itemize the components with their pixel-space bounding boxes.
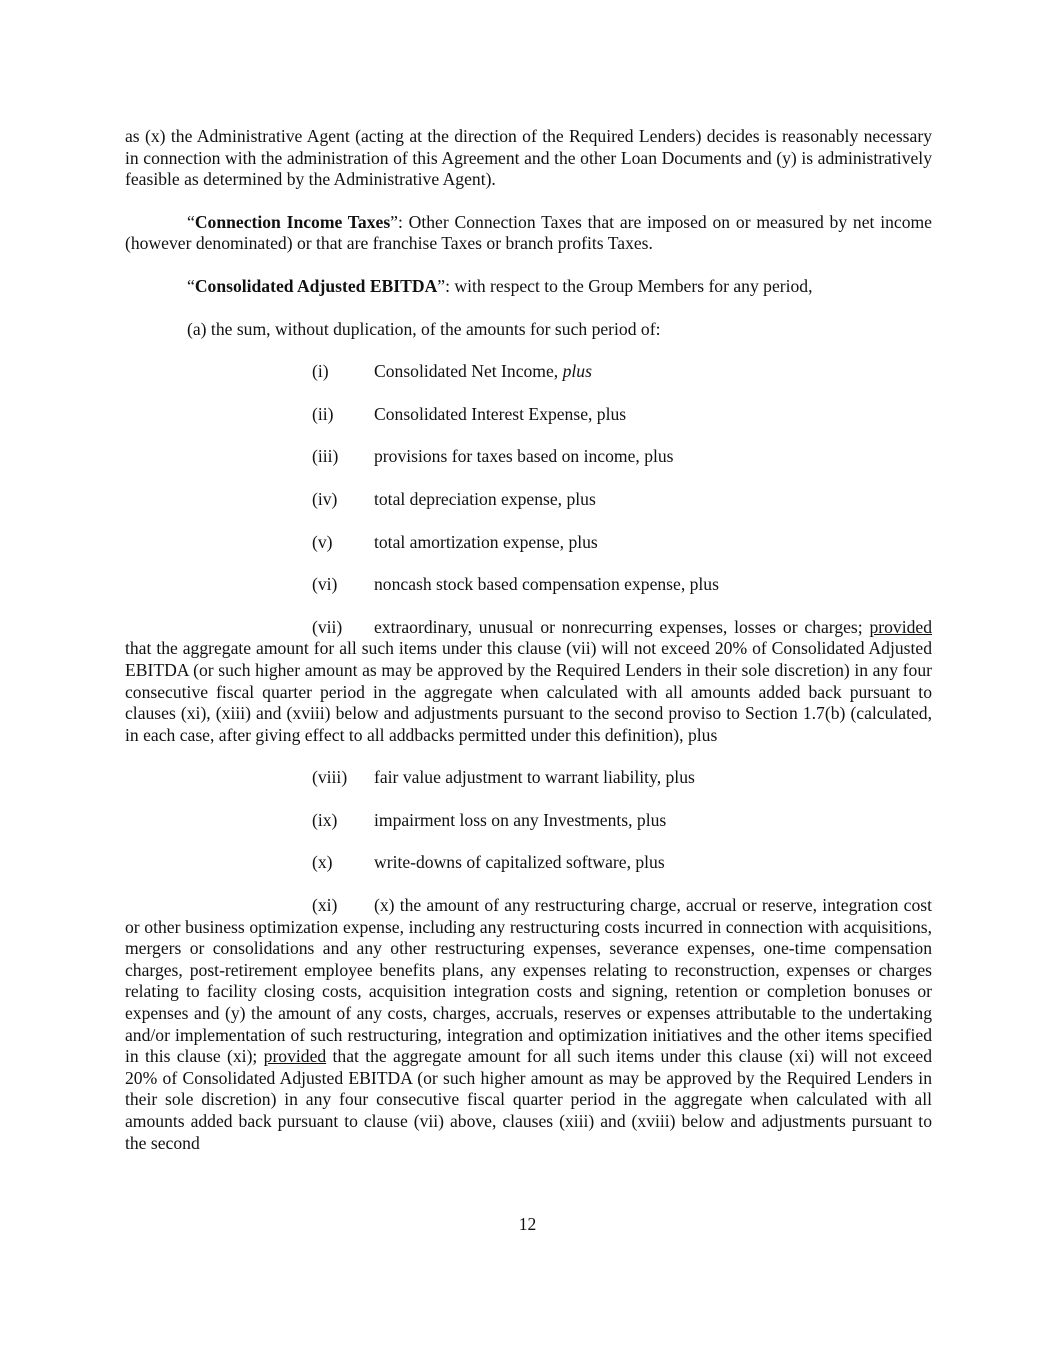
emphasis: plus (562, 361, 592, 382)
list-item (125, 574, 932, 596)
subclause-a: (a) the sum, without duplication, of the amounts for such period of: (187, 318, 661, 339)
clause-text: Consolidated Interest Expense, plus (374, 403, 627, 424)
clause-text: impairment loss on any Investments, plus (374, 809, 667, 830)
clause-vii: (vii) extraordinary, unusual or nonrecurring expenses, losses or charges; provided that the aggregate amount for all such items under this clause (vii) will not exceed 20% of Consolidated Adjusted EBITDA (or such higher amount as may be approved by the Required Lenders in their sole discretion) in any four consecutive fiscal quarter period in the aggregate when calculated with all amounts added back pursuant to clauses (xi), (xiii) and (xviii) below and adjustments pursuant to the second proviso to Section 1.7(b) (calculated, in each case, after giving effect to all addbacks permitted under this definition), plus (125, 616, 932, 745)
definition-consolidated-adjusted-ebitda (125, 276, 932, 298)
clause-number: (vi) (312, 574, 338, 595)
clause-number: (vii) (312, 616, 343, 637)
clause-text: fair value adjustment to warrant liability, plus (374, 767, 695, 788)
list-item (125, 810, 932, 832)
clause-number: (i) (312, 361, 329, 382)
clause-text: noncash stock based compensation expense, plus (374, 574, 719, 595)
defined-term: Connection Income Taxes (194, 211, 391, 232)
clause-text: total amortization expense, plus (374, 531, 598, 552)
clause-xi: (xi) (x) the amount of any restructuring charge, accrual or reserve, integration cost or other business optimization expense, including any restructuring costs incurred in connection with acquisitions, mergers or consolidations and any other restructuring expenses, severance expenses, one-time compensation charges, post-retirement employee benefits plans, any expenses relating to reconstruction, expenses or charges relating to facility closing costs, acquisition integration costs and signing, retention or completion bonuses or expenses and (y) the amount of any costs, charges, accruals, reserves or expenses attributable to the undertaking and/or implementation of such restructuring, integration and optimization initiatives and the other items specified in this clause (xi); provided that the aggregate amount for all such items under this clause (xi) will not exceed 20% of Consolidated Adjusted EBITDA (or such higher amount as may be approved by the Required Lenders in their sole discretion) in any four consecutive fiscal quarter period in the aggregate when calculated with all amounts added back pursuant to clause (vii) above, clauses (xiii) and (xviii) below and adjustments pursuant to the second (125, 895, 932, 1153)
list-item (125, 404, 932, 426)
list-item (125, 852, 932, 874)
clause-number: (xi) (312, 895, 338, 916)
clause-number: (viii) (312, 767, 348, 788)
paragraph-continuation: as (x) the Administrative Agent (acting at the direction of the Required Lenders) decides is reasonably necessary in connection with the administration of this Agreement and the other Loan Documents and (y) is administratively feasible as determined by the Administrative Agent). (125, 126, 932, 190)
clause-text: write-downs of capitalized software, plus (374, 852, 665, 873)
definition-connection-income-taxes (125, 212, 932, 255)
clause-text: total depreciation expense, plus (374, 488, 596, 509)
list-item (125, 446, 932, 468)
clause-number: (ix) (312, 809, 338, 830)
clause-number: (x) (312, 852, 333, 873)
clause-text: Consolidated Net Income, plus (374, 361, 592, 382)
clause-number: (iii) (312, 446, 339, 467)
clause-number: (v) (312, 531, 333, 552)
list-item (125, 489, 932, 511)
definition-text: ”: with respect to the Group Members for any period, (437, 275, 813, 296)
open-quote: “ (187, 275, 195, 296)
definition-text: ”: Other Connection Taxes that are imposed on or measured by net income (however denominated) or that are franchise Taxes or branch profits Taxes. (125, 211, 932, 254)
defined-term: Consolidated Adjusted EBITDA (194, 275, 438, 296)
clause-number: (iv) (312, 488, 338, 509)
list-item (125, 767, 932, 789)
clause-text: provisions for taxes based on income, plus (374, 446, 674, 467)
provided-term: provided (263, 1046, 327, 1067)
provided-term: provided (869, 616, 932, 637)
open-quote: “ (187, 211, 195, 232)
document-body (125, 126, 932, 1154)
clause-number: (ii) (312, 403, 334, 424)
list-item (125, 532, 932, 554)
page-number: 12 (518, 1214, 537, 1234)
list-item (125, 361, 932, 383)
